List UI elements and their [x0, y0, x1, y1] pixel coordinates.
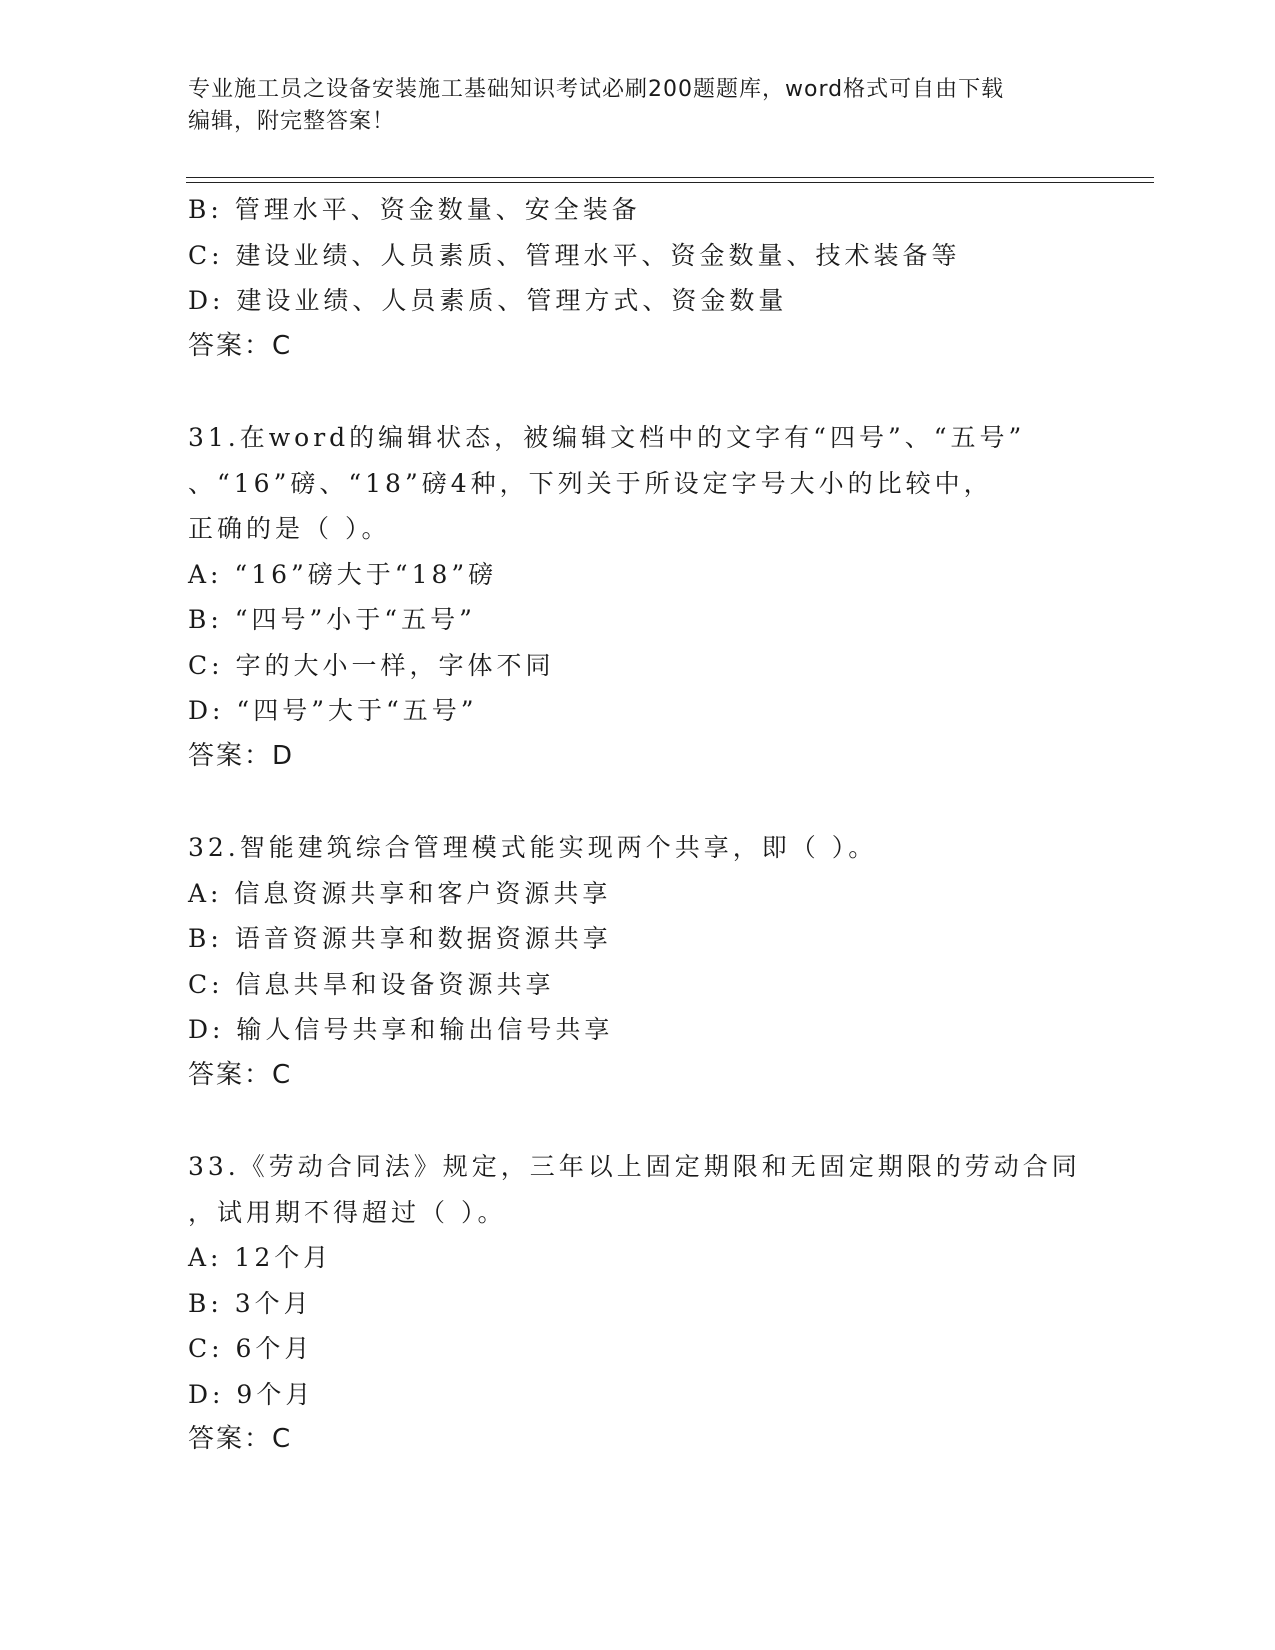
option-b: B: 3个月 — [188, 1288, 313, 1318]
header-divider-bottom — [186, 182, 1154, 183]
option-a: A: 12个月 — [188, 1243, 333, 1272]
spacer — [188, 369, 1088, 415]
document-header — [188, 74, 1088, 138]
question-stem-line: 33.《劳动合同法》规定，三年以上固定期限和无固定期限的劳动合同 — [188, 1152, 1081, 1181]
question-stem-line: 、“16”磅、“18”磅4种，下列关于所设定字号大小的比较中， — [188, 468, 993, 498]
option-b: B: “四号”小于“五号” — [188, 605, 476, 634]
spacer — [188, 779, 1088, 825]
question-block-32 — [188, 825, 1088, 1098]
option-d: D: 建设业绩、人员素质、管理方式、资金数量 — [188, 286, 788, 315]
option-d: D: 输人信号共享和输出信号共享 — [188, 1015, 614, 1044]
header-title-line-1: 专业施工员之设备安装施工基础知识考试必刷200题题库，word格式可自由下载 — [188, 77, 1005, 102]
option-a: A: “16”磅大于“18”磅 — [188, 559, 498, 589]
option-c: C: 6个月 — [188, 1334, 314, 1363]
question-stem-line: ，试用期不得超过（ ）。 — [188, 1197, 507, 1227]
header-title-line-2: 编辑，附完整答案！ — [188, 109, 396, 134]
option-c: C: 建设业绩、人员素质、管理水平、资金数量、技术装备等 — [188, 240, 961, 270]
question-stem-line: 正确的是（ ）。 — [188, 514, 391, 543]
answer-line: 答案：C — [188, 1059, 293, 1090]
answer-line: 答案：D — [188, 740, 295, 771]
spacer — [188, 1098, 1088, 1144]
question-block-33 — [188, 1144, 1088, 1463]
option-d: D: 9个月 — [188, 1379, 315, 1409]
option-b: B: 语音资源共享和数据资源共享 — [188, 924, 612, 953]
question-stem-line: 32.智能建筑综合管理模式能实现两个共享，即（ ）。 — [188, 833, 878, 862]
header-divider-top — [186, 177, 1154, 178]
option-d: D: “四号”大于“五号” — [188, 696, 478, 725]
option-b: B: 管理水平、资金数量、安全装备 — [188, 195, 641, 224]
question-block-31 — [188, 415, 1088, 779]
question-stem-line: 31.在word的编辑状态，被编辑文档中的文字有“四号”、“五号” — [188, 423, 1026, 452]
option-c: C: 信息共旱和设备资源共享 — [188, 969, 555, 999]
question-block-30 — [188, 187, 1088, 369]
answer-line: 答案：C — [188, 1424, 293, 1454]
option-c: C: 字的大小一样，字体不同 — [188, 650, 555, 680]
option-a: A: 信息资源共享和客户资源共享 — [188, 878, 612, 908]
question-list — [188, 187, 1088, 1463]
answer-line: 答案：C — [188, 330, 293, 361]
